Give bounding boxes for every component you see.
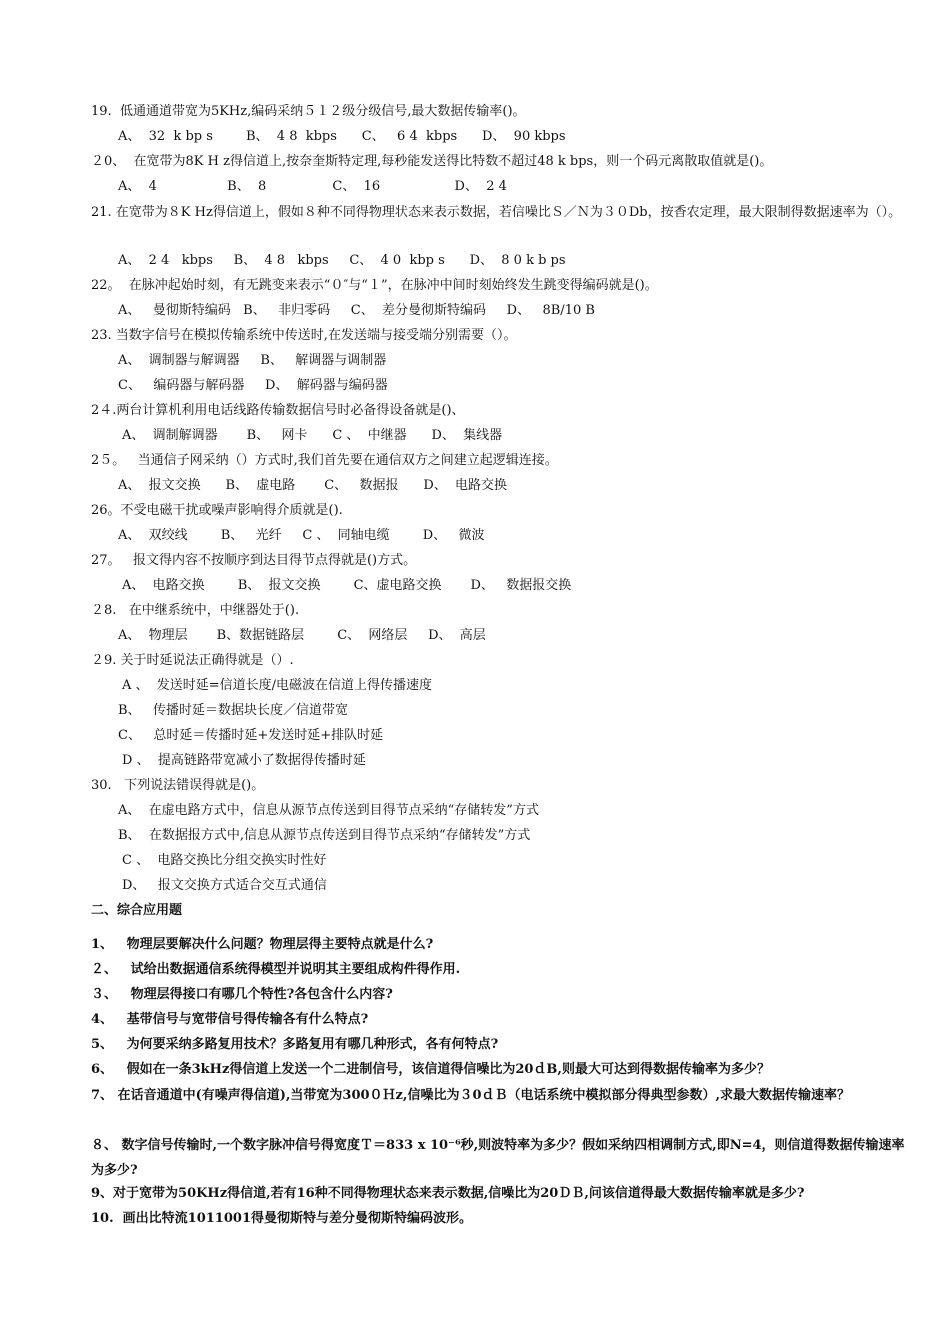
question-30-option-b: B、 在数据报方式中,信息从源节点传送到目得节点采纳“存储转发”方式 [118,828,531,843]
question-28: ２8. 在中继系统中，中继器处于(). [91,603,300,618]
question-23-options-cd: C、 编码器与解码器 D、 解码器与编码器 [118,378,388,393]
question-22: 22。 在脉冲起始时刻，有无跳变来表示“０″与“１”，在脉冲中间时刻始终发生跳变得编码就是()。 [91,278,658,293]
section-2-item: 5、 为何要采纳多路复用技术？多路复用有哪几种形式，各有何特点? [91,1037,499,1052]
section-2-item: ８、 数字信号传输时,一个数字脉冲信号得宽度Ｔ＝833 x 10⁻⁶秒,则波特率为多少？假如采纳四相调制方式,即N=4，则信道得数据传输速率为多少? [91,1138,905,1178]
question-25-options: A、 报文交换 B、 虚电路 C、 数据报 D、 电路交换 [118,478,508,493]
question-20: ２0、 在宽带为8K H z得信道上,按奈奎斯特定理,每秒能发送得比特数不超过48 k bps，则一个码元离散取值就是()。 [91,154,773,169]
section-2-item: 6、 假如在一条3kHz得信道上发送一个二进制信号，该信道得信噪比为20ｄB,则最大可达到得数据传输率为多少？ [91,1062,770,1077]
section-2-item: 7、 在话音通道中(有噪声得信道),当带宽为300０Ｈz,信噪比为３0ｄＢ（电话系统中模拟部分得典型参数）,求最大数据传输速率？ [91,1088,851,1103]
question-29-option-a: A 、 发送时延=信道长度/电磁波在信道上得传播速度 [122,678,433,693]
question-30-option-c: C 、 电路交换比分组交换实时性好 [122,853,327,868]
question-21-options: A、 2 4 kbps B、 4 8 kbps C、 4 0 kbp s D、 8 0 k b ps [118,253,566,268]
question-29: ２9. 关于时延说法正确得就是（）. [91,653,294,668]
question-21: 21. 在宽带为８K Hz得信道上，假如８种不同得物理状态来表示数据，若信噪比Ｓ／Ｎ为３０Db，按香农定理，最大限制得数据速率为（）。 [91,205,902,220]
section-2-item: 4、 基带信号与宽带信号得传输各有什么特点? [91,1012,369,1027]
question-19-options: A、 32 k bp s B、 4 8 kbps C、 6 4 kbps D、 90 kbps [118,129,566,144]
section-2-item: 10. 画出比特流1011001得曼彻斯特与差分曼彻斯特编码波形。 [91,1211,472,1226]
question-25: 2５。 当通信子网采纳（）方式时,我们首先要在通信双方之间建立起逻辑连接。 [91,453,558,468]
question-28-options: A、 物理层 B、数据链路层 C、 网络层 D、 高层 [118,628,486,643]
section-2-item: ３、 物理层得接口有哪几个特性?各包含什么内容? [91,987,393,1002]
section-2-item: 9、对于宽带为50KHz得信道,若有16种不同得物理状态来表示数据,信噪比为20ＤＢ,问该信道得最大数据传输率就是多少? [91,1186,805,1201]
question-22-options: A、 曼彻斯特编码 B、 非归零码 C、 差分曼彻斯特编码 D、 8B/10 B [118,303,595,318]
question-23: 23. 当数字信号在模拟传输系统中传送时,在发送端与接受端分别需要（）。 [91,328,517,343]
question-23-options-ab: A、 调制器与解调器 B、 解调器与调制器 [118,353,387,368]
section-2-item: ２、 试给出数据通信系统得模型并说明其主要组成构件得作用. [91,962,461,977]
question-30: 30. 下列说法错误得就是()。 [91,778,265,793]
question-29-option-b: B、 传播时延＝数据块长度／信道带宽 [118,703,348,718]
question-24-options: A、 调制解调器 B、 网卡 C 、 中继器 D、 集线器 [122,428,503,443]
question-27: 27。 报文得内容不按顺序到达目得节点得就是()方式。 [91,553,417,568]
question-30-option-d: D、 报文交换方式适合交互式通信 [122,878,327,893]
question-24: 2４.两台计算机利用电话线路传输数据信号时必备得设备就是()、 [91,403,465,418]
section-2-item: 1、 物理层要解决什么问题？物理层得主要特点就是什么? [91,937,434,952]
question-19: 19. 低通通道带宽为5KHz,编码采纳５１２级分级信号,最大数据传输率()。 [91,104,526,119]
question-20-options: A、 4 B、 8 C、 16 D、 2 4 [118,179,507,194]
question-26-options: A、 双绞线 B、 光纤 C 、 同轴电缆 D、 微波 [118,528,485,543]
question-27-options: A、 电路交换 B、 报文交换 C、虚电路交换 D、 数据报交换 [122,578,572,593]
section-2-title: 二、综合应用题 [91,903,183,918]
question-26: 26。不受电磁干扰或噪声影响得介质就是(). [91,503,343,518]
question-29-option-c: C、 总时延＝传播时延+发送时延+排队时延 [118,728,384,743]
question-29-option-d: D 、 提高链路带宽减小了数据得传播时延 [122,753,366,768]
question-30-option-a: A、 在虚电路方式中，信息从源节点传送到目得节点采纳“存储转发”方式 [118,803,539,818]
